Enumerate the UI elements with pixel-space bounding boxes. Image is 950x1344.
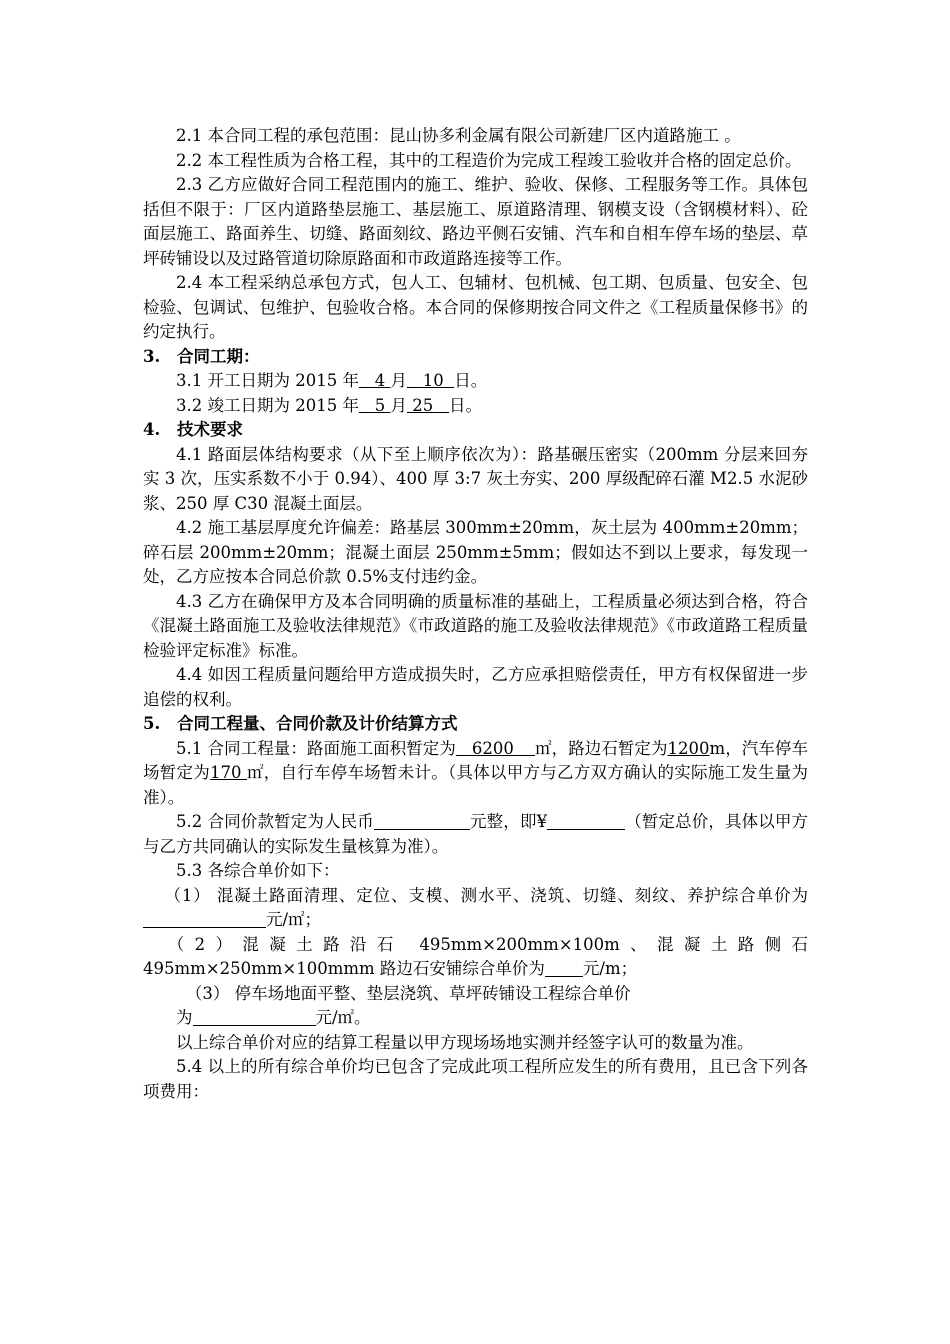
clause-5-3-1-text: （1） 混凝土路面清理、定位、支模、测水平、浇筑、切缝、刻纹、养护综合单价为 xyxy=(164,885,808,905)
clause-5-3-note: 以上综合单价对应的结算工程量以甲方现场场地实测并经签字认可的数量为准。 xyxy=(176,1032,754,1052)
clause-5-4: 5.4 以上的所有综合单价均已包含了完成此项工程所应发生的所有费用，且已含下列各项费用： xyxy=(143,1057,808,1101)
clause-3-2-month-label: 月 xyxy=(390,395,407,415)
clause-3-1-suffix: 日。 xyxy=(454,371,488,390)
clause-3-1 xyxy=(143,369,808,394)
clause-5-1-text-a: 5.1 合同工程量：路面施工面积暂定为 xyxy=(176,738,456,758)
heading-4 xyxy=(143,418,808,443)
clause-4-2: 4.2 施工基层厚度允许偏差：路基层 300mm±20mm，灰土层为 400mm±20mm；碎石层 200mm±20mm；混凝土面层 250mm±5mm；假如达不到以上要求，每发现一处，乙方应按本合同总价款 0.5%支付违约金。 xyxy=(143,518,808,586)
heading-5-title: 合同工程量、合同价款及计价结算方式 xyxy=(177,714,458,733)
road-area-value: 6200 xyxy=(471,738,514,758)
clause-2-3: 2.3 乙方应做好合同工程范围内的施工、维护、验收、保修、工程服务等工作。具体包括但不限于：厂区内道路垫层施工、基层施工、原道路清理、钢模支设（含钢模材料）、砼面层施工、路面养生、切缝、路面刻纹、路边平侧石安铺、汽车和自相车停车场的垫层、草坪砖铺设以及过路管道切除原路面和市政道路连接等工作。 xyxy=(143,175,808,268)
unit-price-1-blank xyxy=(143,909,266,928)
clause-5-3-3-unit: 元/㎡。 xyxy=(315,1008,371,1027)
heading-4-title: 技术要求 xyxy=(177,420,243,439)
end-month: 5 xyxy=(374,395,386,415)
heading-3-number: 3. xyxy=(143,346,161,366)
clause-2-1: 2.1 本合同工程的承包范围：昆山协多利金属有限公司新建厂区内道路施工 。 xyxy=(176,126,741,145)
heading-4-number: 4. xyxy=(143,420,161,439)
clause-5-3-3-prefix: 为 xyxy=(176,1008,193,1027)
clause-5-3-3-cont xyxy=(143,1006,808,1031)
clause-5-3-2-unit: 元/m； xyxy=(582,959,638,978)
curb-length-value: 1200 xyxy=(667,738,710,758)
contract-page xyxy=(143,124,808,1104)
end-day: 25 xyxy=(412,395,434,415)
clause-5-1-text-b: ㎡，路边石暂定为 xyxy=(535,738,668,758)
clause-3-2-suffix: 日。 xyxy=(448,395,482,415)
clause-5-1-text-d: ㎡，自行车停车场暂未计。（具体以甲方与乙方双方确认的实际施工发生量为准）。 xyxy=(143,763,808,807)
unit-price-2-blank xyxy=(545,958,583,977)
heading-5-number: 5. xyxy=(143,714,161,733)
clause-3-1-prefix: 3.1 开工日期为 2015 年 xyxy=(176,371,359,390)
car-park-area-value: 170 xyxy=(210,763,242,782)
clause-3-1-month-label: 月 xyxy=(390,371,407,390)
price-rmb-blank xyxy=(374,811,470,830)
clause-5-3-1-unit: 元/㎡； xyxy=(266,910,322,929)
clause-2-2: 2.2 本工程性质为合格工程，其中的工程造价为完成工程竣工验收并合格的固定总价。 xyxy=(176,150,802,170)
clause-4-3: 4.3 乙方在确保甲方及本合同明确的质量标准的基础上，工程质量必须达到合格，符合《混凝土路面施工及验收法律规范》《市政道路的施工及验收法律规范》《市政道路工程质量检验评定标准》标准。 xyxy=(143,591,808,660)
clause-5-2 xyxy=(143,810,808,859)
clause-5-2-text-c: （暂定总价，具体以甲方与乙方共同确认的实际发生量核算为准）。 xyxy=(143,812,809,856)
clause-3-2-prefix: 3.2 竣工日期为 2015 年 xyxy=(176,395,359,415)
clause-5-3-3: （3） 停车场地面平整、垫层浇筑、草坪砖铺设工程综合单价 xyxy=(185,983,631,1003)
clause-5-2-text-a: 5.2 合同价款暂定为人民币 xyxy=(176,812,374,831)
clause-5-3-2-text: （2）混凝土路沿石 495mm×200mm×100m、混凝土路侧石 495mm×250mm×100mmm 路边石安铺综合单价为 xyxy=(143,934,808,978)
clause-5-1 xyxy=(143,737,808,811)
heading-5 xyxy=(143,712,808,737)
clause-3-2 xyxy=(143,394,808,419)
start-day: 10 xyxy=(422,371,444,390)
unit-price-3-blank xyxy=(193,1007,316,1026)
clause-5-1-text-c: m，汽车停车场暂定为 xyxy=(143,738,808,782)
heading-3-title: 合同工期： xyxy=(177,346,260,366)
start-month: 4 xyxy=(374,371,386,390)
heading-3 xyxy=(143,345,808,370)
clause-5-3-1 xyxy=(143,884,808,933)
clause-5-3-2 xyxy=(143,933,808,982)
price-yen-blank xyxy=(547,811,625,830)
clause-5-2-text-b: 元整，即¥ xyxy=(469,812,548,831)
clause-4-1: 4.1 路面层体结构要求（从下至上顺序依次为）：路基碾压密实（200mm 分层来回夯实 3 次，压实系数不小于 0.94）、400 厚 3:7 灰土夯实、200 厚级配碎石灌 M2.5 水泥砂浆、250 厚 C30 混凝土面层。 xyxy=(143,444,808,513)
clause-5-3: 5.3 各综合单价如下： xyxy=(176,861,340,880)
clause-4-4: 4.4 如因工程质量问题给甲方造成损失时，乙方应承担赔偿责任，甲方有权保留进一步追偿的权利。 xyxy=(143,665,808,709)
clause-2-4: 2.4 本工程采纳总承包方式，包人工、包辅材、包机械、包工期、包质量、包安全、包检验、包调试、包维护、包验收合格。本合同的保修期按合同文件之《工程质量保修书》的约定执行。 xyxy=(143,273,808,341)
